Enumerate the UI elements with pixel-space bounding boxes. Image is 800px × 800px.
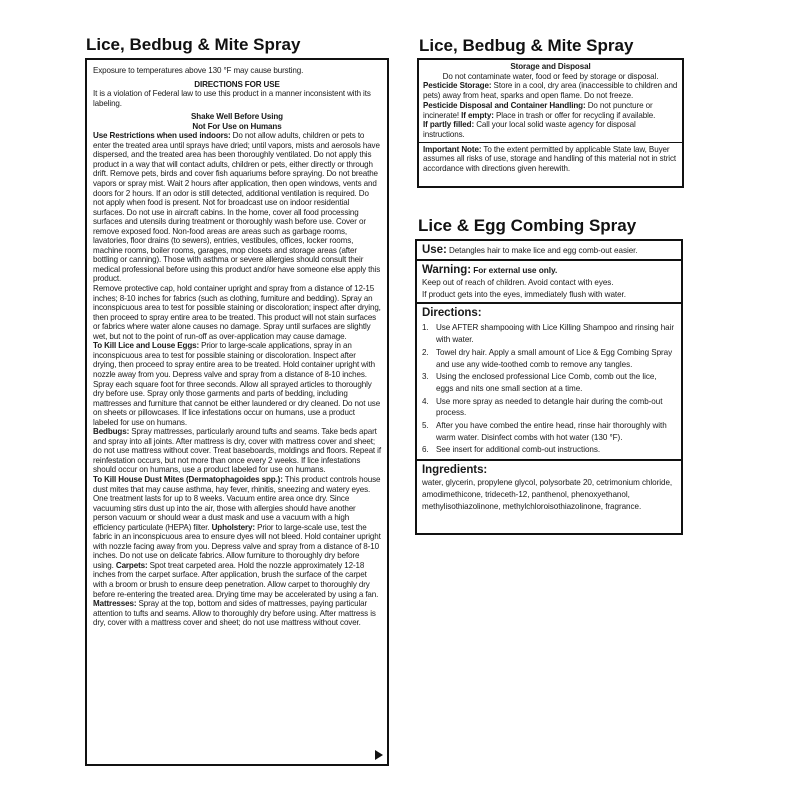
protective-cap-paragraph: Remove protective cap, hold container upright and spray from a distance of 12-15 inches; 8-10 inches for fabrics (such as clothing, furniture and bedding). Spray an inconspicuous area to test for possible staining or discoloration; inspect after drying, then proceed to spray entire area to be treated. This product will not stain surfaces or fabrics where water alone causes no damage. Spray until surfaces are slightly wet, but not to the point of run-off as over-application may cause damage. — [93, 284, 381, 341]
step-number: 4. — [422, 396, 429, 406]
step-number: 6. — [422, 445, 429, 455]
partly-filled-label: If partly filled: — [423, 120, 475, 130]
federal-law-notice: It is a violation of Federal law to use this product in a manner inconsistent with its labeling. — [93, 89, 371, 108]
mattresses-label: Mattresses: — [93, 599, 137, 609]
directions-heading: DIRECTIONS FOR USE — [194, 79, 280, 89]
dust-mites-label: To Kill House Dust Mites (Dermatophagoides spp.): — [93, 474, 283, 484]
container-handling-text: Do not puncture or incinerate! — [423, 100, 653, 120]
partly-filled — [423, 120, 678, 139]
directions-section — [417, 302, 681, 459]
bedbugs-label: Bedbugs: — [93, 427, 130, 437]
pesticide-storage — [423, 81, 678, 100]
step-text: Use AFTER shampooing with Lice Killing Shampoo and rinsing hair with water. — [436, 323, 674, 345]
direction-step — [422, 420, 676, 443]
ingredients-text: water, glycerin, propylene glycol, polysorbate 20, cetrimonium chloride, amodimethicone, trideceth-12, panthenol, phenoxyethanol, methylisothiazolinone, methylchloroisothiazolinone, fragrance. — [422, 478, 673, 511]
exposure-warning: Exposure to temperatures above 130 °F may cause bursting. — [93, 66, 304, 75]
combing-spray-title: Lice & Egg Combing Spray — [418, 216, 637, 235]
step-number: 5. — [422, 421, 429, 431]
bedbugs-text: Spray mattresses, particularly around tufts and seams. Take beds apart and spray into all joints. After mattress is dry, cover with mattress cover and sheet; do not use mattress without cover. Treat baseboards, moldings and floors. Repeat if reinfestation occurs, but not more than once every 2 weeks. If lice infestations should occur on humans, use a product labeled for use on humans. — [93, 427, 381, 475]
warning-label: Warning: — [422, 264, 471, 276]
use-restrictions-label: Use Restrictions when used indoors: — [93, 131, 231, 141]
use-label: Use: — [422, 244, 447, 256]
use-text: Detangles hair to make lice and egg comb-out easier. — [448, 246, 638, 255]
step-text: Use more spray as needed to detangle hair during the comb-out process. — [436, 396, 663, 418]
use-restrictions-text: Do not allow adults, children or pets to enter the treated area until sprays have dried; until vapors, mists and aerosols have dispersed, and the treated area has been thoroughly ventilated. Do not apply this product in a way that will contact adults, children or pets, either directly or through drift. Remove pets, birds and cover fish aquariums before spraying. Do not breathe vapors or spray mist. Wait 2 hours after application, then open windows, vents and doors for 2 hours. If an odor is still detected, additional ventilation is required. Do not apply when food is present. Not for broadcast use on indoor residential surfaces. Do not use in aircraft cabins. In the home, cover all food processing surfaces and utensils during treatment or thoroughly wash before use. Cover or remove exposed food. Non-food areas are areas such as garbage rooms, lavatories, floor drains (to sewers), entries, vestibules, offices, locker rooms, machine rooms, boiler rooms, garages, mop closets and storage areas (after bottling or canning). Those with asthma or severe allergies should consult their medical professional before using this product and/or have someone else apply this product. — [93, 131, 381, 284]
lice-text: Prior to large-scale applications, spray in an inconspicuous area to test for possible staining or discoloration. Inspect after drying, then proceed to spray entire area to be treated. Hold container upright with nozzle away from you. Depress valve and spray from a distance of 8-10 inches. Spray each square foot for three seconds. Allow all sprayed articles to thoroughly dry before use. Spray only those garments and parts of bedding, including mattresses and furniture that cannot be either laundered or dry cleaned. Do not use on sheets or pillowcases. If lice infestations occur on humans, use a product labeled for use on humans. — [93, 341, 381, 427]
partly-filled-text: Call your local solid waste agency for disposal instructions. — [423, 120, 636, 139]
pesticide-storage-label: Pesticide Storage: — [423, 81, 492, 91]
mattresses-text: Spray at the top, bottom and sides of mattresses, paying particular attention to tufts and seams. Allow to thoroughly dry before using. After mattress is dry, cover with a mattress cover and sheet; do not use mattress without cover. — [93, 599, 376, 628]
lice-label: To Kill Lice and Louse Eggs: — [93, 341, 200, 351]
shake-well-heading: Shake Well Before Using — [191, 112, 283, 122]
direction-step — [422, 396, 676, 419]
if-empty-text: Place in trash or offer for recycling if available. — [493, 110, 656, 120]
storage-section — [419, 60, 682, 142]
lice-paragraph — [93, 341, 381, 427]
continue-arrow-icon — [375, 750, 383, 760]
use-section — [417, 241, 681, 259]
important-note-section — [419, 142, 682, 176]
step-number: 1. — [422, 323, 429, 333]
important-note-label: Important Note: — [423, 144, 482, 154]
storage-disposal-box — [417, 58, 684, 188]
directions-label-box — [85, 58, 389, 766]
upholstery-label: Upholstery: — [211, 522, 255, 532]
storage-panel-title: Lice, Bedbug & Mite Spray — [419, 36, 634, 55]
step-number: 2. — [422, 347, 429, 357]
if-empty-label: If empty: — [461, 110, 494, 120]
directions-label: Directions: — [422, 307, 482, 320]
directions-list — [422, 322, 676, 456]
container-handling — [423, 101, 678, 120]
left-panel-title: Lice, Bedbug & Mite Spray — [86, 35, 301, 54]
step-text: Towel dry hair. Apply a small amount of Lice & Egg Combing Spray and use any wide-toothed comb to remove any tangles. — [436, 347, 673, 369]
direction-step — [422, 444, 676, 456]
bedbugs-paragraph — [93, 427, 381, 475]
combing-spray-box — [415, 239, 683, 535]
warning-sub: For external use only. — [473, 265, 558, 275]
important-note-text: To the extent permitted by applicable State law, Buyer assumes all risks of use, storage and handling of this material not in strict accordance with directions given herewith. — [423, 144, 677, 174]
upholstery-text: Prior to large-scale use, test the fabric in an inconspicuous area to ensure dyes will not bleed. Hold container upright with nozzle facing away from you. Depress valve and spray from a distance of 8-10 inches. Do not use on delicate fabrics. Allow furniture to thoroughly dry before using. — [93, 522, 381, 570]
carpets-label: Carpets: — [115, 560, 148, 570]
direction-step — [422, 371, 676, 394]
dust-mites-text: This product controls house dust mites that may cause asthma, hay fever, rhinitis, sneezing and watery eyes. One treatment lasts for up to 8 weeks. Vacuum entire area once dry. Since vacuuming stirs dust up into the air, those with allergies should have another person vacuum or should wear a dust mask and use a vacuum with a high efficiency particulate (HEPA) filter. — [93, 474, 381, 532]
pesticide-storage-text: Store in a cool, dry area (inaccessible to children and pets) away from heat, sparks and open flame. Do not freeze. — [423, 81, 678, 101]
storage-intro: Do not contaminate water, food or feed by storage or disposal. — [442, 71, 659, 81]
direction-step — [422, 347, 676, 370]
ingredients-label: Ingredients: — [422, 464, 488, 477]
direction-step — [422, 322, 676, 345]
carpets-text: Spot treat carpeted area. Hold the nozzle approximately 12-18 inches from the carpet surface. After application, brush the surface of the carpet with a broom or brush to ensure deep penetration. Allow carpet to thoroughly dry before re-entering the treated area. Drying time may be accelerated by using a fan. — [93, 560, 379, 599]
warning-line-1: Keep out of reach of children. Avoid contact with eyes. — [422, 278, 614, 287]
step-text: Using the enclosed professional Lice Comb, comb out the lice, eggs and nits one small section at a time. — [436, 372, 657, 393]
step-number: 3. — [422, 372, 429, 382]
warning-section — [417, 259, 681, 302]
step-text: After you have combed the entire head, rinse hair thoroughly with warm water. Disinfect combs with hot water (130 °F). — [436, 421, 667, 442]
ingredients-section — [417, 459, 681, 514]
not-for-humans-heading: Not For Use on Humans — [192, 121, 282, 131]
storage-heading: Storage and Disposal — [510, 62, 591, 71]
use-restrictions-paragraph — [93, 131, 381, 284]
dust-mites-paragraph — [93, 475, 381, 628]
step-text: See insert for additional comb-out instructions. — [436, 445, 601, 455]
warning-line-2: If product gets into the eyes, immediately flush with water. — [422, 289, 626, 299]
container-handling-label: Pesticide Disposal and Container Handling: — [423, 100, 586, 110]
